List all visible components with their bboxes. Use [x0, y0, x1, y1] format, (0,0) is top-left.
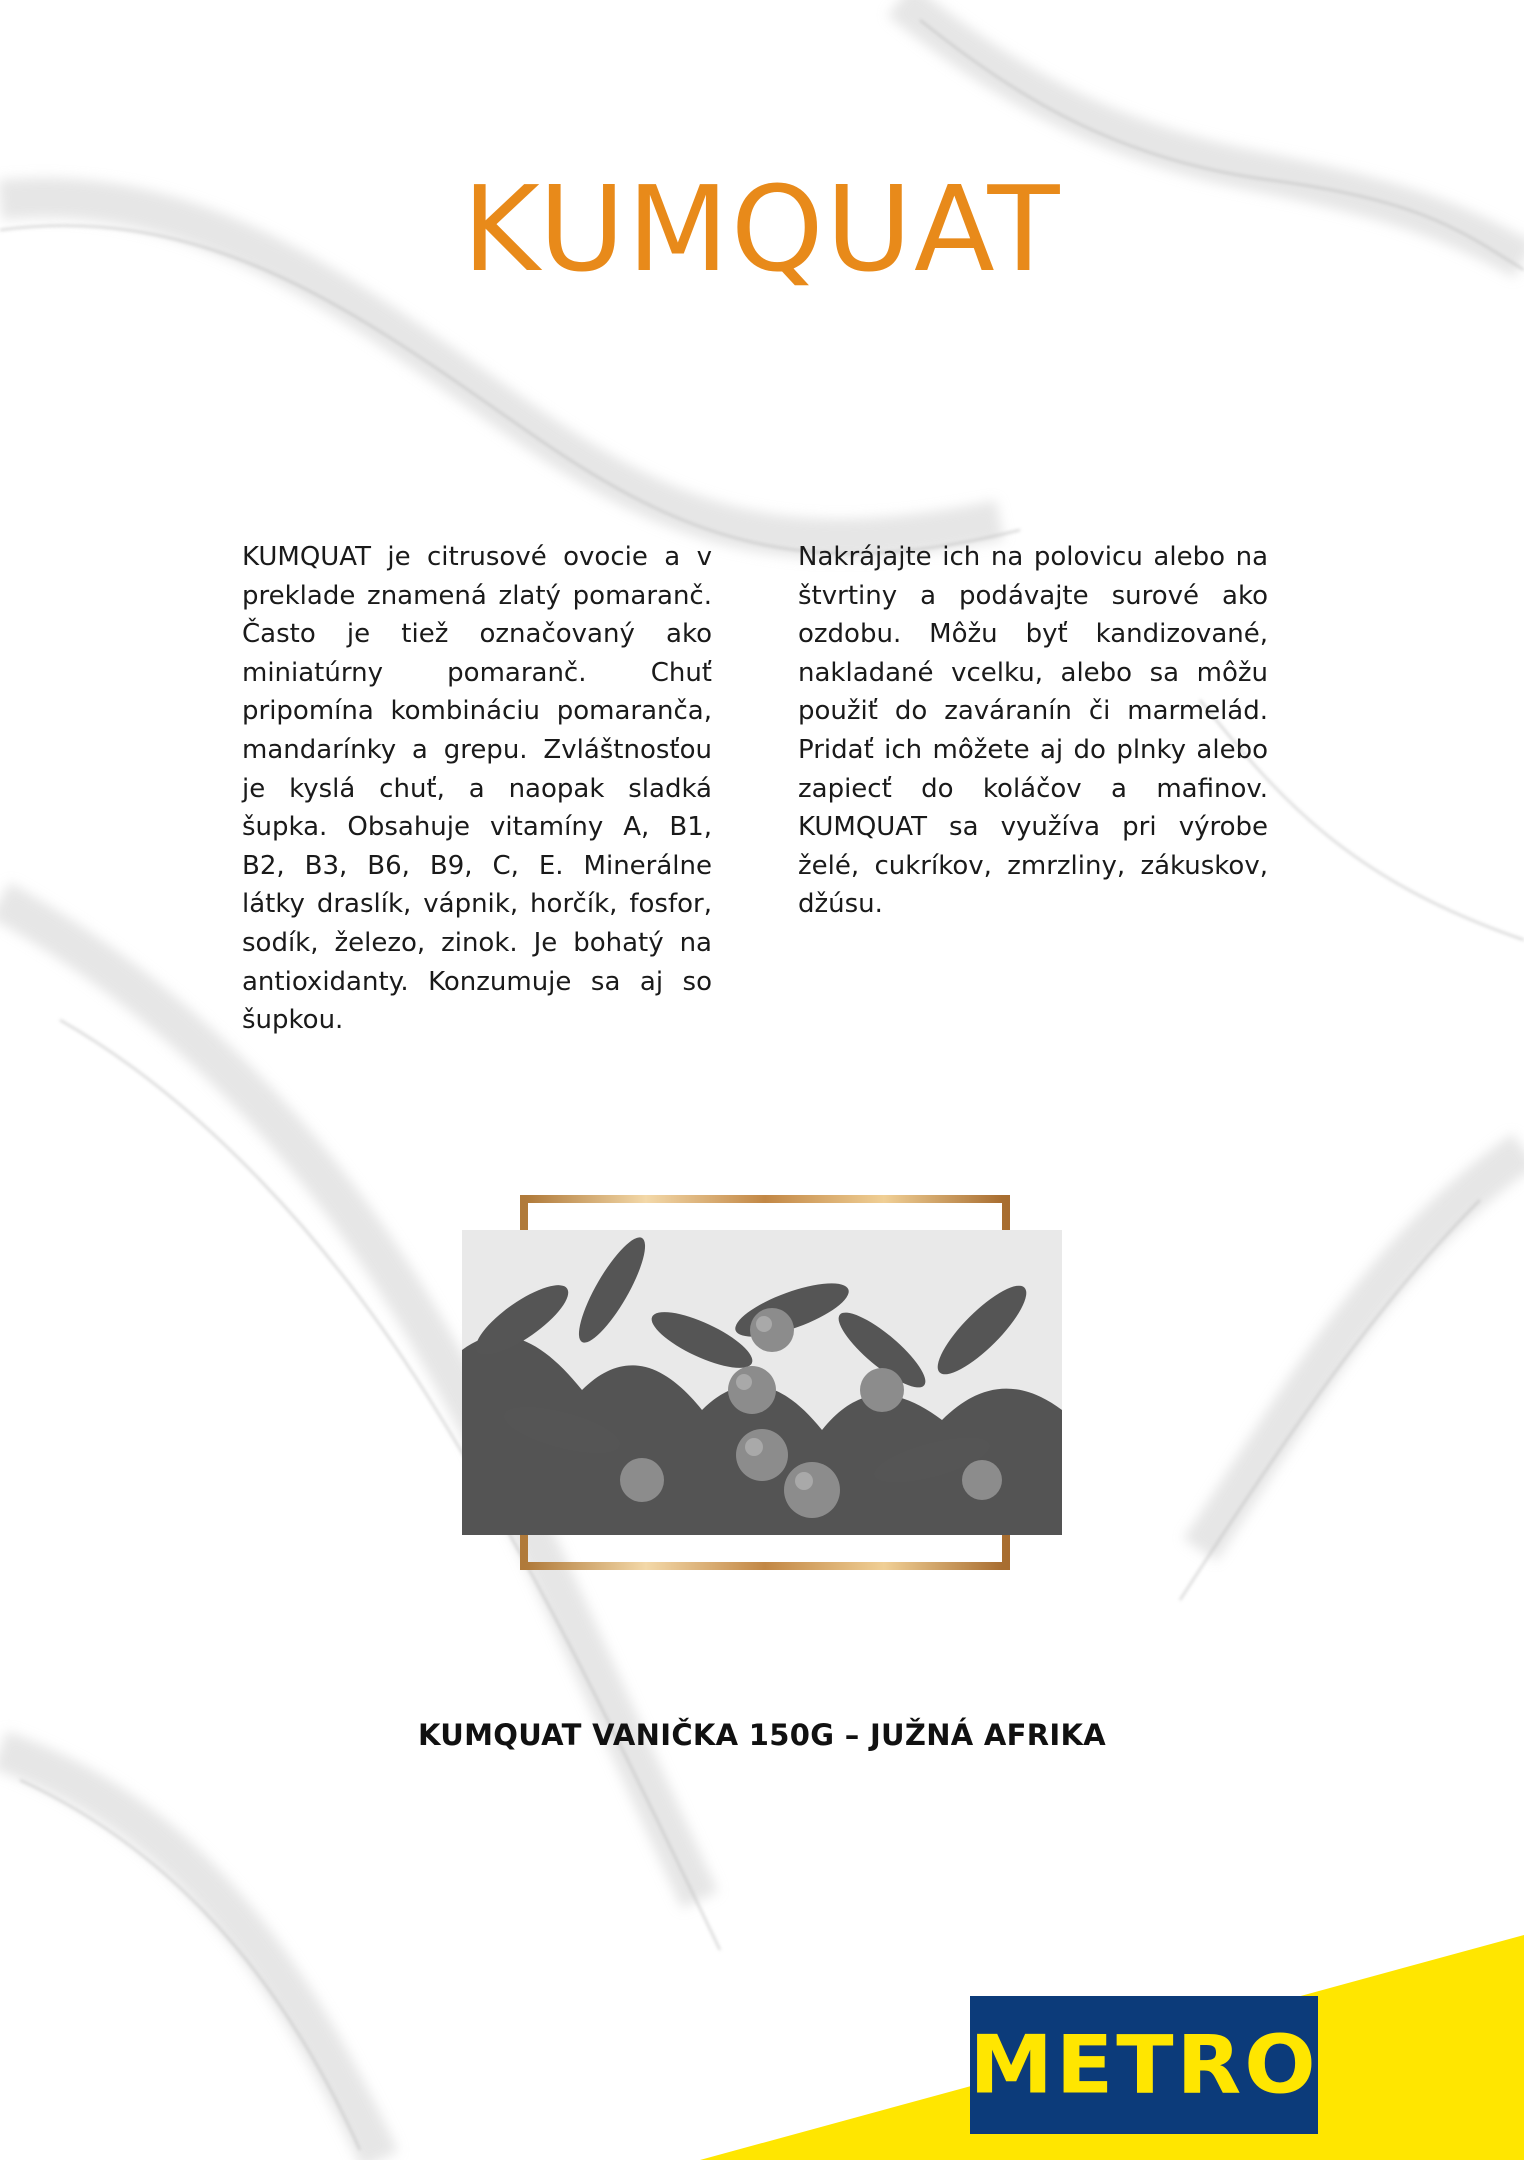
description-right: Nakrájajte ich na polovicu alebo na štvrtiny a podávajte surové ako ozdobu. Môžu byť kandizované, nakladané vcelku, alebo sa môžu použiť do zaváranín či marmelád. Pridať ich môžete aj do plnky alebo zapiecť do koláčov a mafinov. KUMQUAT sa využíva pri výrobe želé, cukríkov, zmrzliny, zákuskov, džúsu.	[798, 542, 1268, 920]
metro-logo-text: METRO	[969, 2018, 1319, 2112]
product-caption: KUMQUAT VANIČKA 150G – JUŽNÁ AFRIKA	[417, 1718, 1107, 1752]
page-title: KUMQUAT	[462, 160, 1062, 298]
metro-logo	[970, 1996, 1318, 2134]
metro-logo-inner	[969, 2008, 1319, 2122]
description-left: KUMQUAT je citrusové ovocie a v preklade znamená zlatý pomaranč. Často je tiež označovaný ako miniatúrny pomaranč. Chuť pripomína kombináciu pomaranča, mandarínky a grepu. Zvláštnosťou je kyslá chuť, a naopak sladká šupka. Obsahuje vitamíny A, B1, B2, B3, B6, B9, C, E. Minerálne látky draslík, vápnik, horčík, fosfor, sodík, železo, zinok. Je bohatý na antioxidanty. Konzumuje sa aj so šupkou.	[242, 542, 712, 1036]
